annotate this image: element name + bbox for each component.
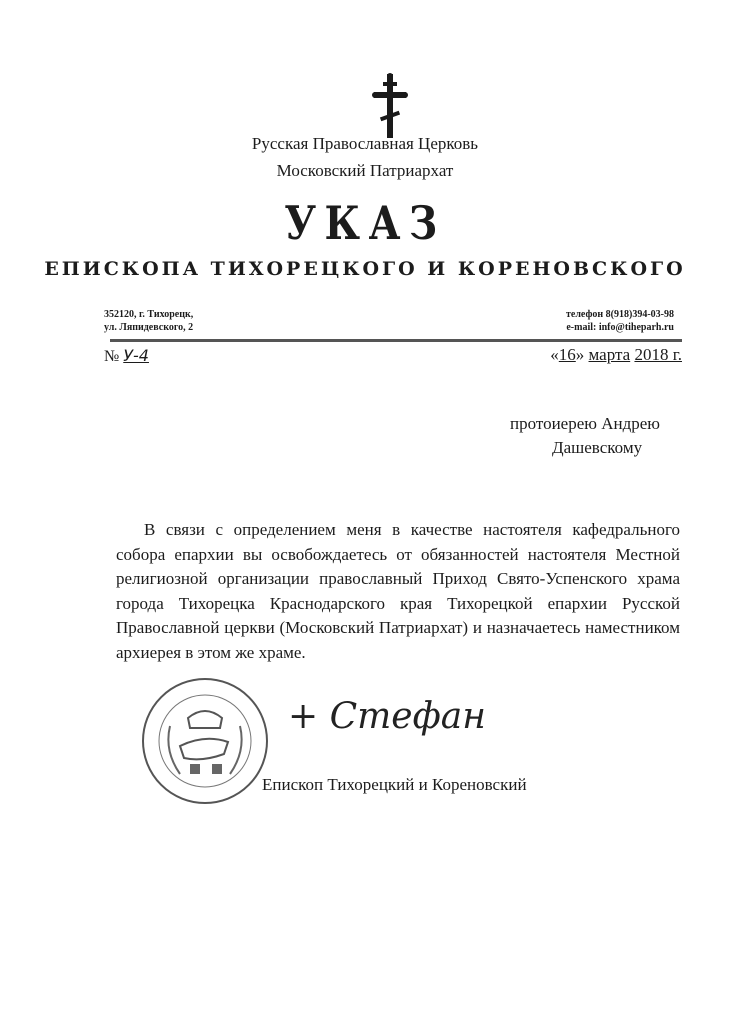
church-seal-icon (140, 676, 270, 806)
postal-address (104, 308, 193, 334)
date-year: 2018 г. (634, 345, 682, 364)
document-number (104, 346, 149, 366)
addressee-line2: Дашевскому (552, 438, 643, 457)
date-day: 16 (558, 345, 576, 364)
number-value: У-4 (123, 346, 149, 365)
organization-line1: Русская Православная Церковь (251, 134, 479, 153)
document-title: УКАЗ (284, 196, 446, 250)
address-line1: 352120, г. Тихорецк, (104, 309, 194, 320)
date-quote-close: » (575, 345, 585, 364)
document-date (550, 345, 682, 365)
addressee (510, 412, 660, 460)
issuer-subtitle: ЕПИСКОПА ТИХОРЕЦКОГО И КОРЕНОВСКОГО (44, 258, 686, 280)
email: e-mail: info@tiheparh.ru (566, 322, 674, 333)
addressee-line1: протоиерею Андрею (510, 414, 660, 433)
address-line2: ул. Ляпидевского, 2 (104, 322, 194, 333)
decree-body: В связи с определением меня в качестве настоятеля кафедрального собора епархии вы освобождаетесь от обязанностей настоятеля Местной религиозной организации православный Приход Свято-Успенского храма города Тихорецка Краснодарского края Тихорецкой епархии Русской Православной церкви (Московский Патриархат) и назначаетесь наместником архиерея в этом же храме. (116, 520, 680, 662)
phone: телефон 8(918)394-03-98 (565, 309, 674, 320)
date-quote-open: « (550, 345, 559, 364)
header-divider (110, 339, 682, 342)
signatory-title: Епископ Тихорецкий и Кореновский (262, 775, 527, 794)
organization-line2: Московский Патриархат (276, 161, 454, 180)
date-month: марта (588, 345, 631, 364)
number-label: № (104, 348, 120, 365)
handwritten-signature: + Стефан (288, 696, 486, 737)
contact-info (566, 308, 674, 334)
orthodox-cross-icon (372, 72, 408, 140)
